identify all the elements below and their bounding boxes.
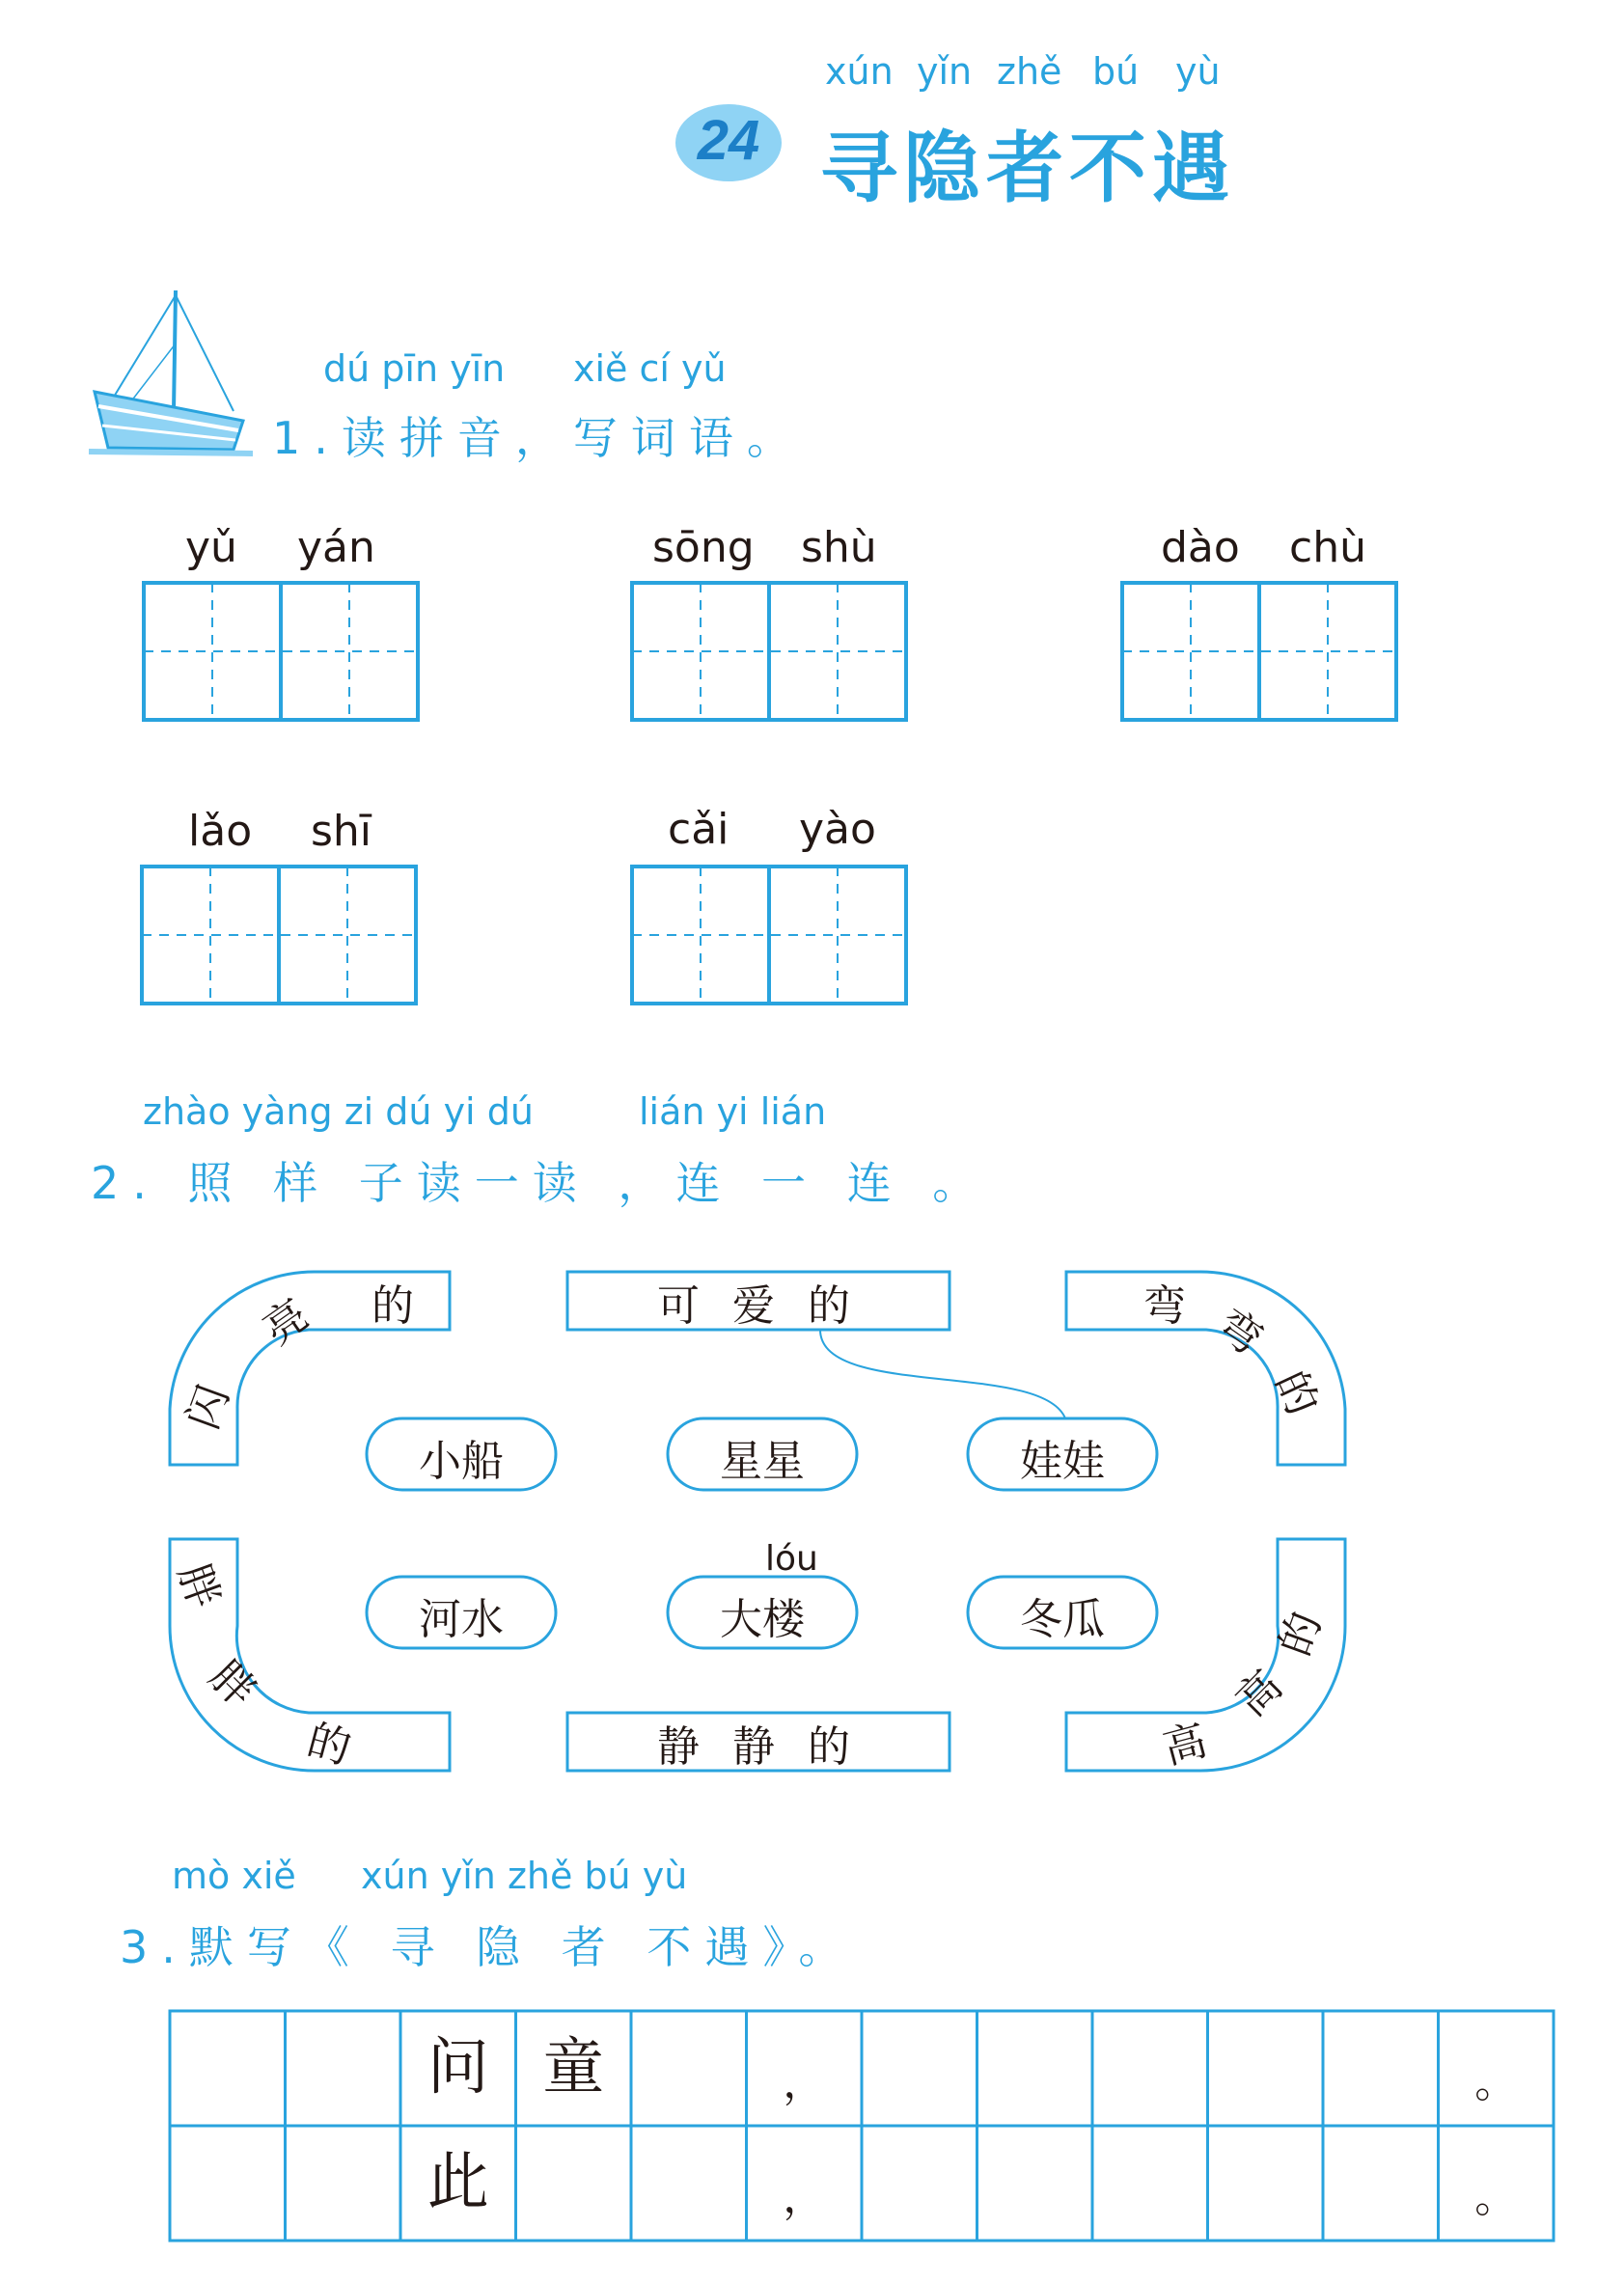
poem-cell[interactable] bbox=[1208, 2126, 1324, 2241]
poem-cell[interactable] bbox=[631, 2011, 747, 2126]
poem-row-2 bbox=[170, 2126, 1554, 2241]
q1-item5-writing-grid[interactable] bbox=[630, 865, 904, 1002]
q3-label: 3.默写《 寻 隐 者 不遇》。 bbox=[120, 1921, 857, 1973]
q2-pinyin-1: zhào yàng zi dú yi dú bbox=[143, 1090, 534, 1133]
arc-bottom-right-char-1: 高 bbox=[1158, 1716, 1213, 1775]
noun-donggua[interactable]: 冬瓜 bbox=[1020, 1595, 1105, 1644]
poem-cell[interactable] bbox=[1323, 2011, 1439, 2126]
poem-cell[interactable] bbox=[170, 2126, 286, 2241]
poem-cell[interactable]: ， bbox=[783, 2058, 826, 2107]
q1-pinyin-1: dú pīn yīn bbox=[323, 347, 506, 390]
q1-item4-pinyin2: shī bbox=[311, 807, 372, 856]
poem-cell[interactable]: 此 bbox=[427, 2147, 489, 2218]
q1-item1-writing-grid[interactable] bbox=[142, 581, 416, 718]
arc-bottom-right-char-3: 的 bbox=[1270, 1606, 1332, 1663]
poem-cell[interactable]: 。 bbox=[1474, 2058, 1518, 2107]
q2-label: 2. 照 样 子读一读 ，连 一 连 。 bbox=[91, 1157, 991, 1209]
poem-cell[interactable] bbox=[1092, 2126, 1208, 2241]
noun-dalou[interactable]: 大楼 bbox=[720, 1595, 805, 1644]
q1-item3-pinyin2: chù bbox=[1289, 523, 1366, 572]
q1-item4-writing-grid[interactable] bbox=[140, 865, 414, 1002]
top-middle-phrase: 可 爱 的 bbox=[657, 1281, 860, 1331]
q1-pinyin-2: xiě cí yǔ bbox=[573, 347, 727, 390]
q1-item2-pinyin1: sōng bbox=[652, 523, 755, 572]
arc-top-right-char-3: 的 bbox=[1264, 1363, 1328, 1423]
q3-pinyin-2: xún yǐn zhě bú yù bbox=[361, 1855, 688, 1897]
poem-cell[interactable] bbox=[631, 2126, 747, 2241]
poem-cell[interactable]: ， bbox=[783, 2173, 826, 2222]
title-pinyin-1: xún bbox=[825, 50, 894, 93]
lou-pinyin: lóu bbox=[765, 1539, 818, 1579]
arc-top-left-char-3: 的 bbox=[372, 1281, 414, 1331]
arc-bottom-left-char-3: 的 bbox=[301, 1716, 356, 1775]
arc-top-left-char-1: 闪 bbox=[178, 1379, 239, 1436]
poem-cell[interactable] bbox=[977, 2126, 1093, 2241]
noun-xiaochuan[interactable]: 小船 bbox=[419, 1437, 504, 1486]
poem-cell[interactable] bbox=[170, 2011, 286, 2126]
q1-item2-writing-grid[interactable] bbox=[630, 581, 904, 718]
q1-item5-pinyin1: cǎi bbox=[668, 805, 729, 854]
title-pinyin-2: yǐn bbox=[917, 50, 973, 93]
q1-item3-pinyin1: dào bbox=[1161, 523, 1240, 572]
poem-cell[interactable] bbox=[862, 2011, 977, 2126]
q1-item1-pinyin1: yǔ bbox=[185, 523, 237, 572]
arc-top-left-char-2: 亮 bbox=[254, 1290, 318, 1356]
poem-cell[interactable] bbox=[1323, 2126, 1439, 2241]
title-pinyin-4: bú bbox=[1092, 50, 1140, 93]
noun-wawa[interactable]: 娃娃 bbox=[1020, 1437, 1105, 1486]
q1-item5-pinyin2: yào bbox=[799, 805, 876, 854]
sailboat-illustration bbox=[89, 286, 253, 459]
poem-row-1 bbox=[170, 2011, 1554, 2126]
title-pinyin-3: zhě bbox=[997, 50, 1062, 93]
bottom-middle-phrase: 静 静 的 bbox=[657, 1722, 860, 1772]
arc-bottom-left-char-2: 胖 bbox=[200, 1651, 265, 1717]
poem-cell[interactable]: 童 bbox=[542, 2032, 605, 2104]
poem-cell[interactable] bbox=[516, 2126, 632, 2241]
lesson-number: 24 bbox=[697, 109, 760, 172]
arc-top-right-char-2: 弯 bbox=[1207, 1300, 1272, 1365]
poem-cell[interactable] bbox=[286, 2011, 401, 2126]
q1-item1-pinyin2: yán bbox=[297, 523, 375, 572]
poem-cell[interactable] bbox=[286, 2126, 401, 2241]
arc-bottom-right-char-2: 高 bbox=[1226, 1661, 1292, 1726]
noun-heshui[interactable]: 河水 bbox=[419, 1595, 504, 1644]
q2-pinyin-2: lián yi lián bbox=[639, 1090, 827, 1133]
poem-cell[interactable] bbox=[862, 2126, 977, 2241]
q1-item4-pinyin1: lǎo bbox=[188, 807, 253, 856]
arc-top-right-char-1: 弯 bbox=[1143, 1281, 1186, 1331]
q1-label: 1.读拼音，写词语。 bbox=[272, 412, 805, 464]
arc-bottom-left-char-1: 胖 bbox=[168, 1557, 230, 1614]
poem-cell[interactable] bbox=[1208, 2011, 1324, 2126]
poem-cell[interactable] bbox=[977, 2011, 1093, 2126]
q1-item3-writing-grid[interactable] bbox=[1120, 581, 1394, 718]
lesson-title: 寻隐者不遇 bbox=[820, 124, 1235, 213]
title-pinyin-5: yù bbox=[1175, 50, 1221, 93]
q1-item2-pinyin2: shù bbox=[801, 523, 877, 572]
noun-xingxing[interactable]: 星星 bbox=[720, 1437, 805, 1486]
poem-cell[interactable]: 问 bbox=[427, 2032, 489, 2104]
poem-cell[interactable] bbox=[1092, 2011, 1208, 2126]
q3-pinyin-1: mò xiě bbox=[172, 1855, 296, 1897]
poem-cell[interactable]: 。 bbox=[1474, 2173, 1518, 2222]
